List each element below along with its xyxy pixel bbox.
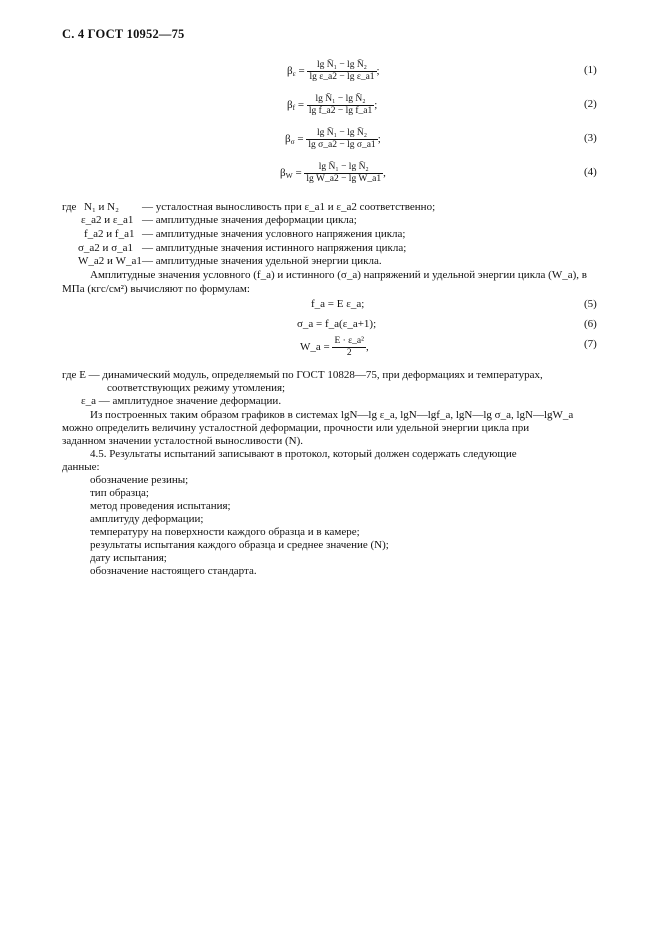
paragraph-graphs-1: Из построенных таким образом графиков в системах lgN—lg ε_a, lgN—lgf_a, lgN—lg σ_a, lgN—lgW_a (90, 409, 574, 421)
paragraph-graphs-3: заданном значении усталостной выносливости (N). (62, 435, 304, 447)
where1-sym-5: W_a2 и W_a1 (78, 255, 142, 267)
equation-4: $\beta_W$ = $\frac{\text{lg N̄₁ − lg N̄₂}}{\text{lg W\_a2 − lg W\_a1}}$ , (280, 162, 386, 184)
equation-2-numerator: lg N̄₁ − lg N̄₂ (307, 94, 374, 106)
page-header: С. 4 ГОСТ 10952—75 (62, 27, 185, 41)
paragraph-graphs-2: можно определить величину усталостной деформации, прочности или удельной энергии цикла при (62, 422, 530, 434)
where1-text-3: — амплитудные значения условного напряжения цикла; (142, 228, 406, 240)
where1-sym-3: f_a2 и f_a1 (84, 228, 135, 240)
where1-text-5: — амплитудные значения удельной энергии цикла. (142, 255, 382, 267)
list-item: амплитуду деформации; (90, 513, 204, 525)
equation-1-denominator: lg ε_a2 − lg ε_a1 (309, 72, 375, 82)
equation-3-number: (3) (584, 132, 597, 144)
where-label: где (62, 201, 77, 213)
where2-line-2: соответствующих режиму утомления; (107, 382, 286, 394)
where2-line-3: ε_a — амплитудное значение деформации. (81, 395, 282, 407)
where1-text-4: — амплитудные значения истинного напряжения цикла; (142, 242, 407, 254)
where1-text-2: — амплитудные значения деформации цикла; (142, 214, 357, 226)
equation-2: $\beta_f$ = $\frac{\text{lg N̄₁ − lg N̄₂}}{\text{lg f\_a2 − lg f\_a1}}$ ; (287, 94, 378, 116)
equation-6-number: (6) (584, 318, 597, 330)
list-item: дату испытания; (90, 552, 167, 564)
list-item: тип образца; (90, 487, 149, 499)
equation-1-numerator: lg N̄₁ − lg N̄₂ (307, 60, 376, 72)
paragraph-formulas: Амплитудные значения условного (f_a) и истинного (σ_a) напряжений и удельной энергии цикла (W_a), в МПа (кгс/см²) вычисляют по формулам: (62, 269, 587, 295)
list-item: температуру на поверхности каждого образца и в камере; (90, 526, 360, 538)
equation-7: W_a = $\frac{\text{E · ε\_a²}}{2}$ , (300, 336, 369, 358)
equation-6: σ_a = f_a(ε_a+1); (297, 318, 377, 330)
equation-3: $\beta_\sigma$ = $\frac{\text{lg N̄₁ − lg N̄₂}}{\text{lg σ\_a2 − lg σ\_a1}}$ ; (285, 128, 381, 150)
list-item: результаты испытания каждого образца и среднее значение (N); (90, 539, 389, 551)
equation-5-number: (5) (584, 298, 597, 310)
where1-text-1: — усталостная выносливость при ε_a1 и ε_a2 соответственно; (142, 201, 436, 213)
equation-2-denominator: lg f_a2 − lg f_a1 (308, 106, 373, 116)
list-item: обозначение настоящего стандарта. (90, 565, 257, 577)
equation-3-numerator: lg N̄₁ − lg N̄₂ (306, 128, 377, 140)
equation-3-denominator: lg σ_a2 − lg σ_a1 (308, 140, 376, 150)
where2-line-1: где E — динамический модуль, определяемый по ГОСТ 10828—75, при деформациях и температурах, (62, 369, 543, 381)
equation-5: f_a = E ε_a; (311, 298, 365, 310)
list-item: метод проведения испытания; (90, 500, 231, 512)
list-item: обозначение резины; (90, 474, 189, 486)
equation-4-number: (4) (584, 166, 597, 178)
equation-2-number: (2) (584, 98, 597, 110)
equation-4-denominator: lg W_a2 − lg W_a1 (306, 174, 382, 184)
equation-7-denominator: 2 (346, 348, 352, 358)
where1-sym-2: ε_a2 и ε_a1 (81, 214, 134, 226)
paragraph-protocol-1: 4.5. Результаты испытаний записывают в протокол, который должен содержать следующие (90, 448, 517, 460)
equation-7-numerator: E · ε_a² (334, 336, 364, 346)
where1-sym-4: σ_a2 и σ_a1 (78, 242, 134, 254)
equation-7-number: (7) (584, 338, 597, 350)
equation-1: $\beta_\varepsilon$ = $\frac{\text{lg N̄₁ − lg N̄₂}}{\text{lg ε\_a2 − lg ε\_a1}}$ ; (287, 60, 380, 82)
where1-sym-1: N₁ и N₂ (84, 201, 119, 213)
equation-1-number: (1) (584, 64, 597, 76)
equation-4-numerator: lg N̄₁ − lg N̄₂ (304, 162, 383, 174)
paragraph-protocol-2: данные: (62, 461, 100, 473)
